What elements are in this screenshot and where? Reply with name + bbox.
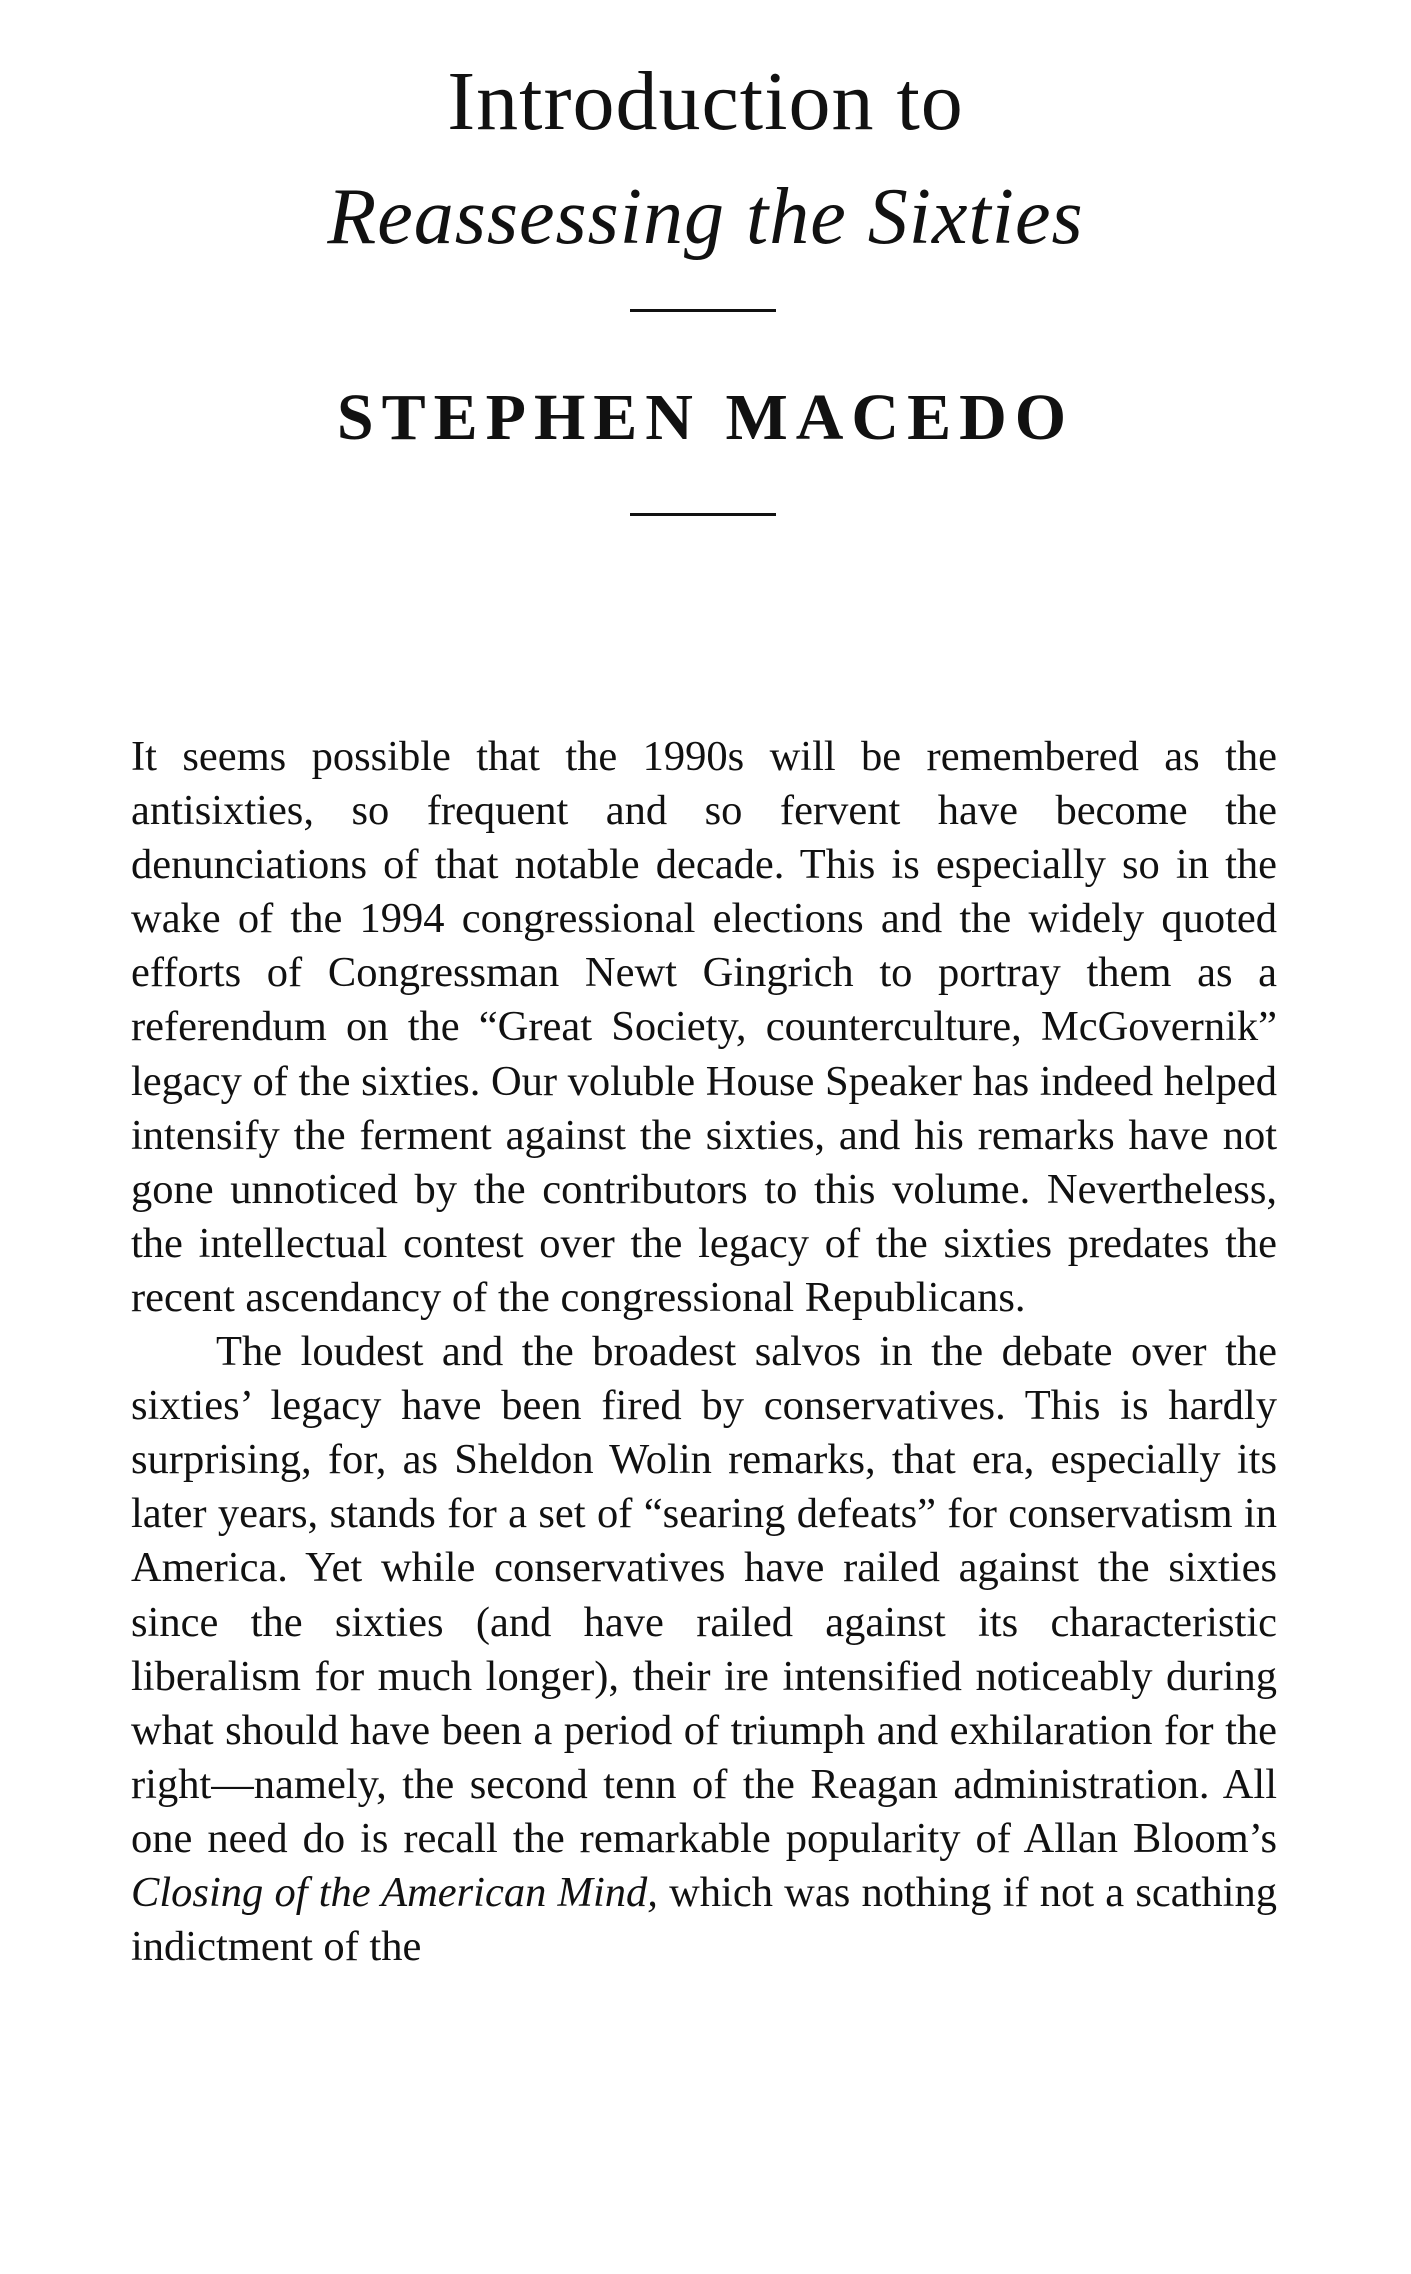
paragraph-1: It seems possible that the 1990s will be remembered as the antisixties, so frequent and so fervent have become the denunciations of that notable decade. This is especially so in the wake of the 1994 congressional elections and the widely quoted efforts of Congressman Newt Gingrich to portray them as a referendum on the “Great Society, counterculture, McGovernik” legacy of the sixties. Our voluble House Speaker has indeed helped intensify the ferment against the sixties, and his remarks have not gone unnoticed by the contributors to this volume. Nevertheless, the intellectual contest over the legacy of the sixties predates the recent ascendancy of the congressional Republicans.	[131, 733, 1277, 1321]
chapter-title-line2: Reassessing the Sixties	[327, 173, 1084, 261]
paragraph-2-text: The loudest and the broadest salvos in the debate over the sixties’ legacy have been fired by conservatives. This is hardly surprising, for, as Sheldon Wolin remarks, that era, especially its later years, stands for a set of “searing defeats” for conservatism in America. Yet while conservatives have railed against the sixties since the sixties (and have railed against its characteristic liberalism for much longer), their ire intensified noticeably during what should have been a period of triumph and exhilaration for the right—namely, the second tenn of the Reagan administration. All one need do is recall the remarkable popularity of Allan Bloom’s	[131, 1328, 1277, 1862]
chapter-title-line1: Introduction to	[447, 55, 964, 148]
book-title-italic: Closing of the American Mind,	[131, 1868, 658, 1916]
paragraph-2	[131, 1325, 1277, 1974]
author-divider-rule	[630, 513, 776, 516]
title-divider-rule	[630, 309, 776, 312]
author-name: STEPHEN MACEDO	[336, 381, 1075, 454]
body-text	[131, 730, 1277, 1974]
paragraph-2-continuation: which was nothing if not a scathing indictment of the	[131, 1868, 1277, 1971]
